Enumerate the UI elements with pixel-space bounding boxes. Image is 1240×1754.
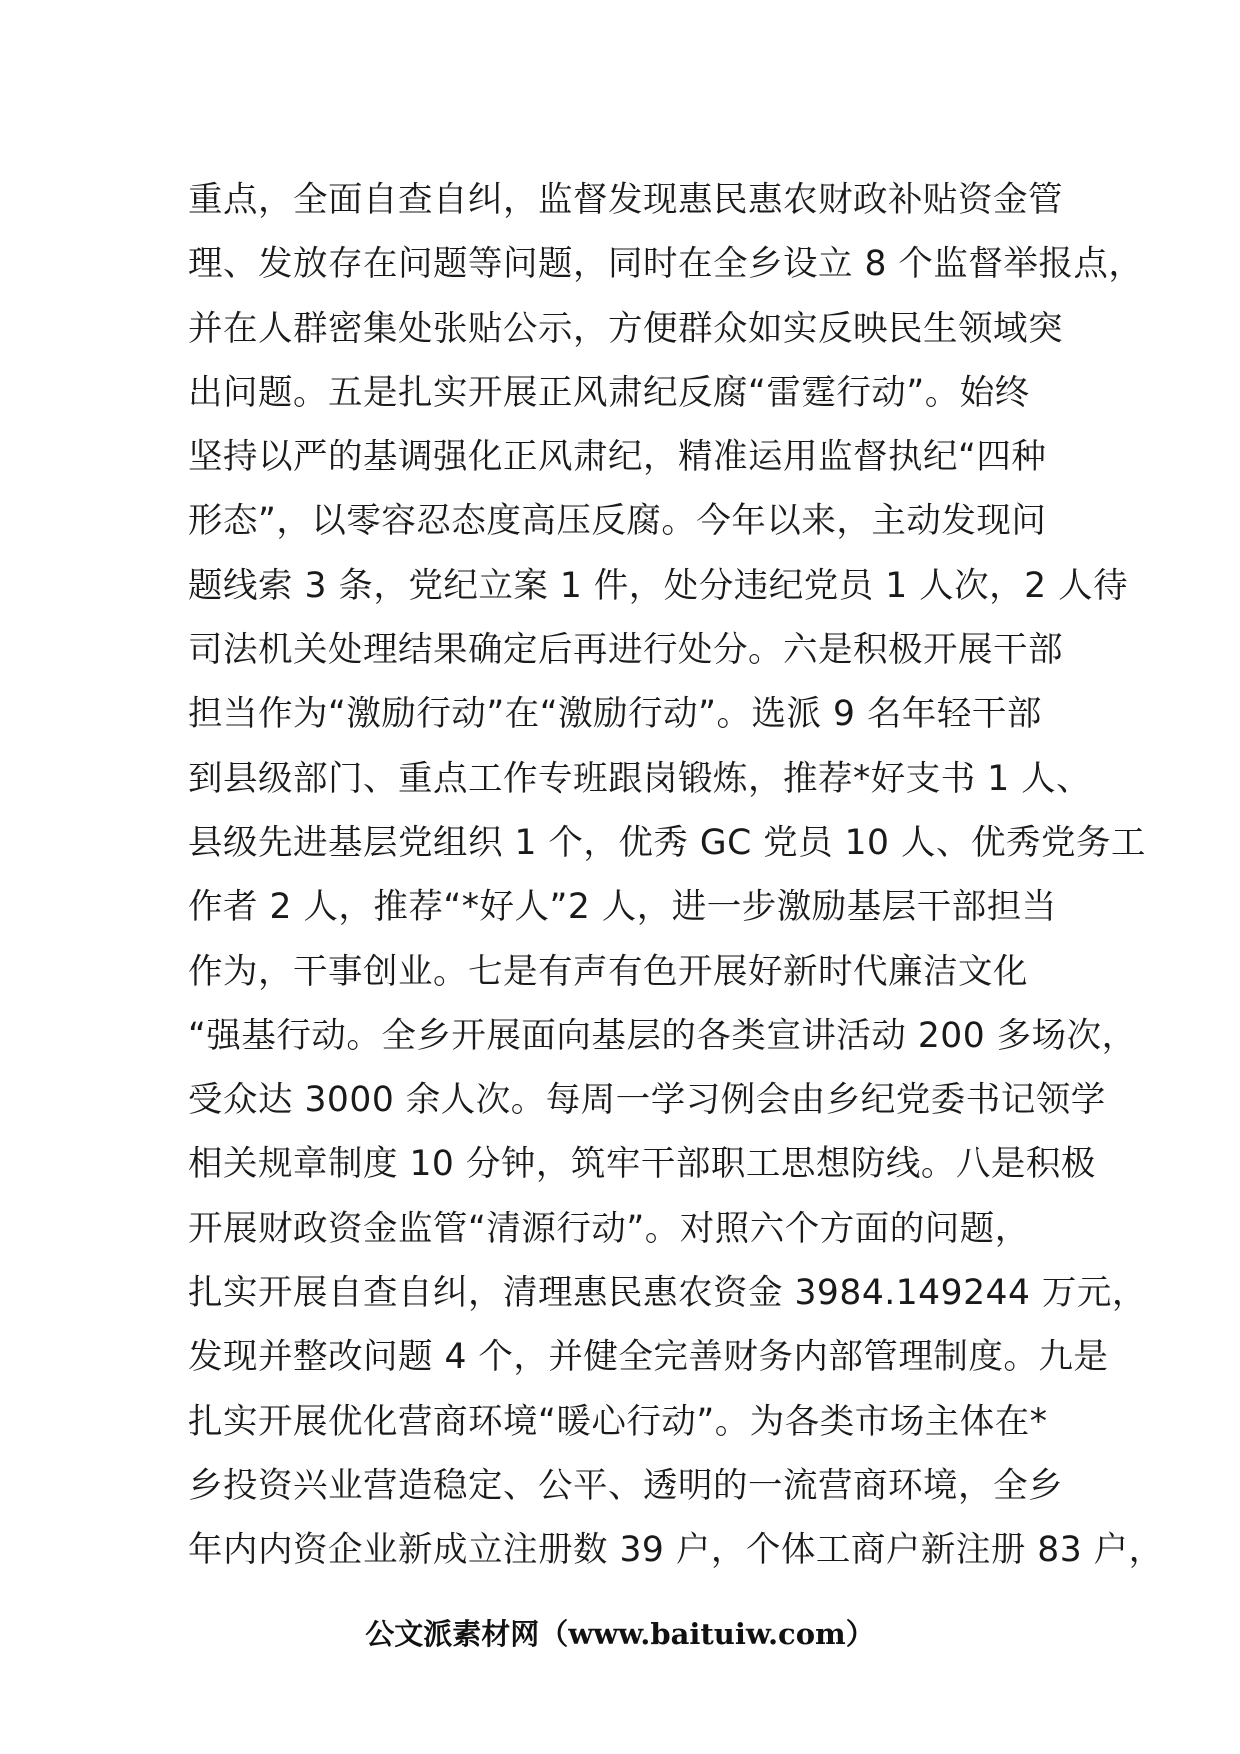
text-line: 重点，全面自查自纠，监督发现惠民惠农财政补贴资金管 (188, 180, 1063, 220)
text-line: 开展财政资金监管“清源行动”。对照六个方面的问题， (188, 1208, 1030, 1249)
text-line: 并在人群密集处张贴公示，方便群众如实反映民生领域突 (188, 308, 1063, 349)
text-line: 理、发放存在问题等问题，同时在全乡设立 8 个监督举报点， (188, 244, 1144, 285)
text-line: 县级先进基层党组织 1 个，优秀 GC 党员 10 人、优秀党务工 (188, 822, 1146, 863)
text-line: “强基行动。全乡开展面向基层的各类宣讲活动 200 多场次， (188, 1015, 1137, 1056)
text-line: 扎实开展优化营商环境“暖心行动”。为各类市场主体在* (188, 1401, 1048, 1442)
text-line: 年内内资企业新成立注册数 39 户，个体工商户新注册 83 户， (188, 1530, 1164, 1571)
text-line: 受众达 3000 余人次。每周一学习例会由乡纪党委书记领学 (188, 1080, 1106, 1121)
body-text (188, 168, 1164, 1583)
text-line: 作者 2 人，推荐“*好人”2 人，进一步激励基层干部担当 (188, 887, 1057, 928)
text-line: 乡投资兴业营造稳定、公平、透明的一流营商环境，全乡 (188, 1465, 1063, 1506)
text-line: 相关规章制度 10 分钟，筑牢干部职工思想防线。八是积极 (188, 1144, 1096, 1185)
text-line: 作为，干事创业。七是有声有色开展好新时代廉洁文化 (188, 951, 1028, 992)
text-line: 题线索 3 条，党纪立案 1 件，处分违纪党员 1 人次，2 人待 (188, 565, 1129, 606)
text-line: 形态”，以零容忍态度高压反腐。今年以来，主动发现问 (188, 501, 1047, 542)
text-line: 到县级部门、重点工作专班跟岗锻炼，推荐*好支书 1 人、 (188, 758, 1092, 799)
text-line: 担当作为“激励行动”在“激励行动”。选派 9 名年轻干部 (188, 694, 1042, 735)
text-line: 扎实开展自查自纠，清理惠民惠农资金 3984.149244 万元， (188, 1273, 1147, 1314)
text-line: 坚持以严的基调强化正风肃纪，精准运用监督执纪“四种 (188, 437, 1047, 478)
footer-source: 公文派素材网（www.baituiw.com） (365, 1617, 875, 1651)
text-line: 发现并整改问题 4 个，并健全完善财务内部管理制度。九是 (188, 1337, 1109, 1378)
text-line: 司法机关处理结果确定后再进行处分。六是积极开展干部 (188, 630, 1063, 671)
text-line: 出问题。五是扎实开展正风肃纪反腐“雷霆行动”。始终 (188, 372, 1030, 413)
